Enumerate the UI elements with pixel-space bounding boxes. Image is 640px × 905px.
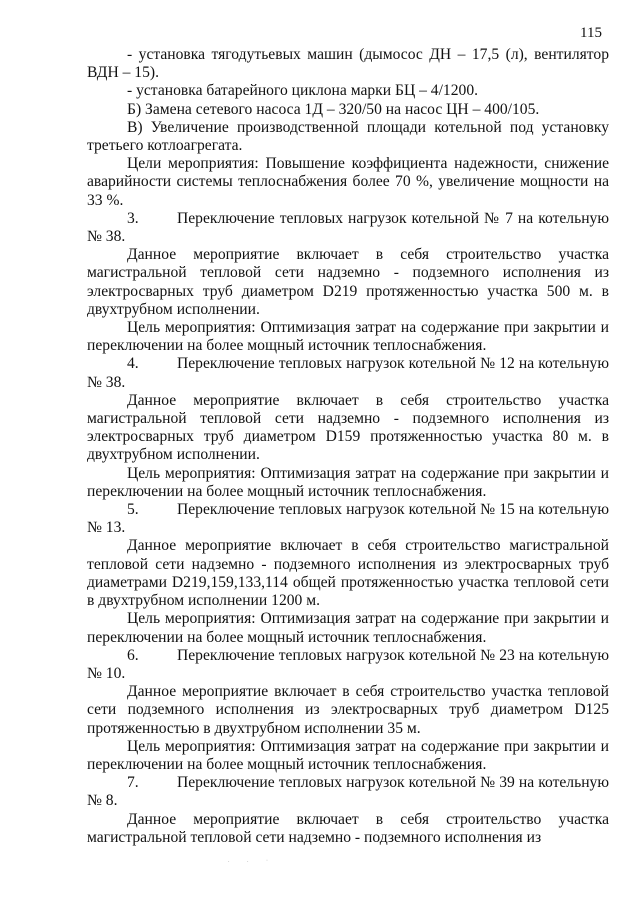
list-item-number: 5. (127, 501, 139, 519)
list-item-number: 4. (127, 355, 139, 373)
list-item-heading (87, 647, 609, 683)
paragraph: Цель мероприятия: Оптимизация затрат на содержание при закрытии и переключении на более мощный источник теплоснабжения. (87, 464, 609, 500)
paragraph: - установка тягодутьевых машин (дымосос ДН – 17,5 (л), вентилятор ВДН – 15). (87, 46, 609, 82)
list-item-number: 3. (127, 209, 139, 227)
paragraph: В) Увеличение производственной площади котельной под установку третьего котлоагрегата. (87, 118, 609, 155)
paragraph: Данное мероприятие включает в себя строительство участка магистральной тепловой сети надземно - подземного исполнения из электросварных труб диаметром D219 протяженностью участка 500 м. в двухтрубном исполнении. (87, 246, 609, 318)
list-item-title: Переключение тепловых нагрузок котельной № 23 на котельную № 10. (87, 646, 609, 682)
paragraph: Цель мероприятия: Оптимизация затрат на содержание при закрытии и переключении на более мощный источник теплоснабжения. (87, 319, 609, 355)
document-body (87, 46, 609, 847)
paragraph: Данное мероприятие включает в себя строительство магистральной тепловой сети надземно - подземного исполнения из электросварных труб диаметрами D219,159,133,114 общей протяженностью участка тепловой сети в двухтрубном исполнении 1200 м. (87, 537, 609, 610)
list-item-number: 7. (127, 774, 139, 792)
paragraph: Цель мероприятия: Оптимизация затрат на содержание при закрытии и переключении на более мощный источник теплоснабжения. (87, 610, 609, 646)
paragraph: Данное мероприятие включает в себя строительство участка тепловой сети подземного исполнения из электросварных труб диаметром D125 протяженностью в двухтрубном исполнении 35 м. (87, 683, 609, 737)
paragraph: Б) Замена сетевого насоса 1Д – 320/50 на насос ЦН – 400/105. (127, 100, 540, 118)
list-item-title: Переключение тепловых нагрузок котельной № 39 на котельную № 8. (87, 774, 609, 810)
scan-specks: . . · (228, 858, 276, 864)
list-item-heading (87, 210, 609, 246)
list-item-title: Переключение тепловых нагрузок котельной № 7 на котельную № 38. (87, 209, 609, 246)
paragraph: Данное мероприятие включает в себя строительство участка магистральной тепловой сети надземно - подземного исполнения из электросварных труб диаметром D159 протяженностью участка 80 м. в двухтрубном исполнении. (87, 391, 609, 464)
list-item-heading (87, 774, 609, 810)
paragraph: Цель мероприятия: Оптимизация затрат на содержание при закрытии и переключении на более мощный источник теплоснабжения. (87, 737, 609, 773)
list-item-title: Переключение тепловых нагрузок котельной № 15 на котельную № 13. (87, 501, 609, 537)
list-item-heading (87, 501, 609, 537)
list-item-title: Переключение тепловых нагрузок котельной № 12 на котельную № 38. (87, 355, 609, 391)
paragraph: - установка батарейного циклона марки БЦ – 4/1200. (127, 82, 479, 100)
paragraph: Данное мероприятие включает в себя строительство участка магистральной тепловой сети надземно - подземного исполнения из (87, 810, 609, 846)
list-item-number: 6. (127, 646, 139, 664)
list-item-heading (87, 355, 609, 391)
paragraph: Цели мероприятия: Повышение коэффициента надежности, снижение аварийности системы теплоснабжения более 70 %, увеличение мощности на 33 %. (87, 155, 609, 209)
page-number: 115 (580, 25, 602, 41)
